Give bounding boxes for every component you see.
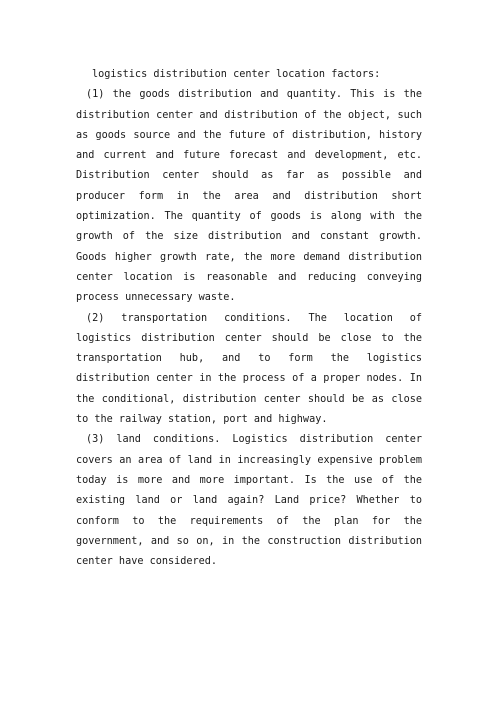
paragraph-land-conditions: (3) land conditions. Logistics distribution center covers an area of land in increasingly expensive problem today is more and more important. Is the use of the existing land or land again? Land price? Whether to conform to the requirements of the plan for the government, and so on, in the construction distribution center have considered. bbox=[76, 434, 422, 568]
document-heading: logistics distribution center location factors: bbox=[92, 69, 381, 80]
paragraph-goods-distribution: (1) the goods distribution and quantity. This is the distribution center and distribution of the object, such as goods source and the future of distribution, history and current and future forecast and development, etc. Distribution center should as far as possible and producer form in the area and distribution short optimization. The quantity of goods is along with the growth of the size distribution and constant growth. Goods higher growth rate, the more demand distribution center location is reasonable and reducing conveying process unnecessary waste. bbox=[76, 89, 422, 304]
document-body bbox=[76, 65, 422, 572]
paragraph-transportation-conditions: (2) transportation conditions. The location of logistics distribution center should be close to the transportation hub, and to form the logistics distribution center in the process of a proper nodes. In the conditional, distribution center should be as close to the railway station, port and highway. bbox=[76, 312, 422, 426]
